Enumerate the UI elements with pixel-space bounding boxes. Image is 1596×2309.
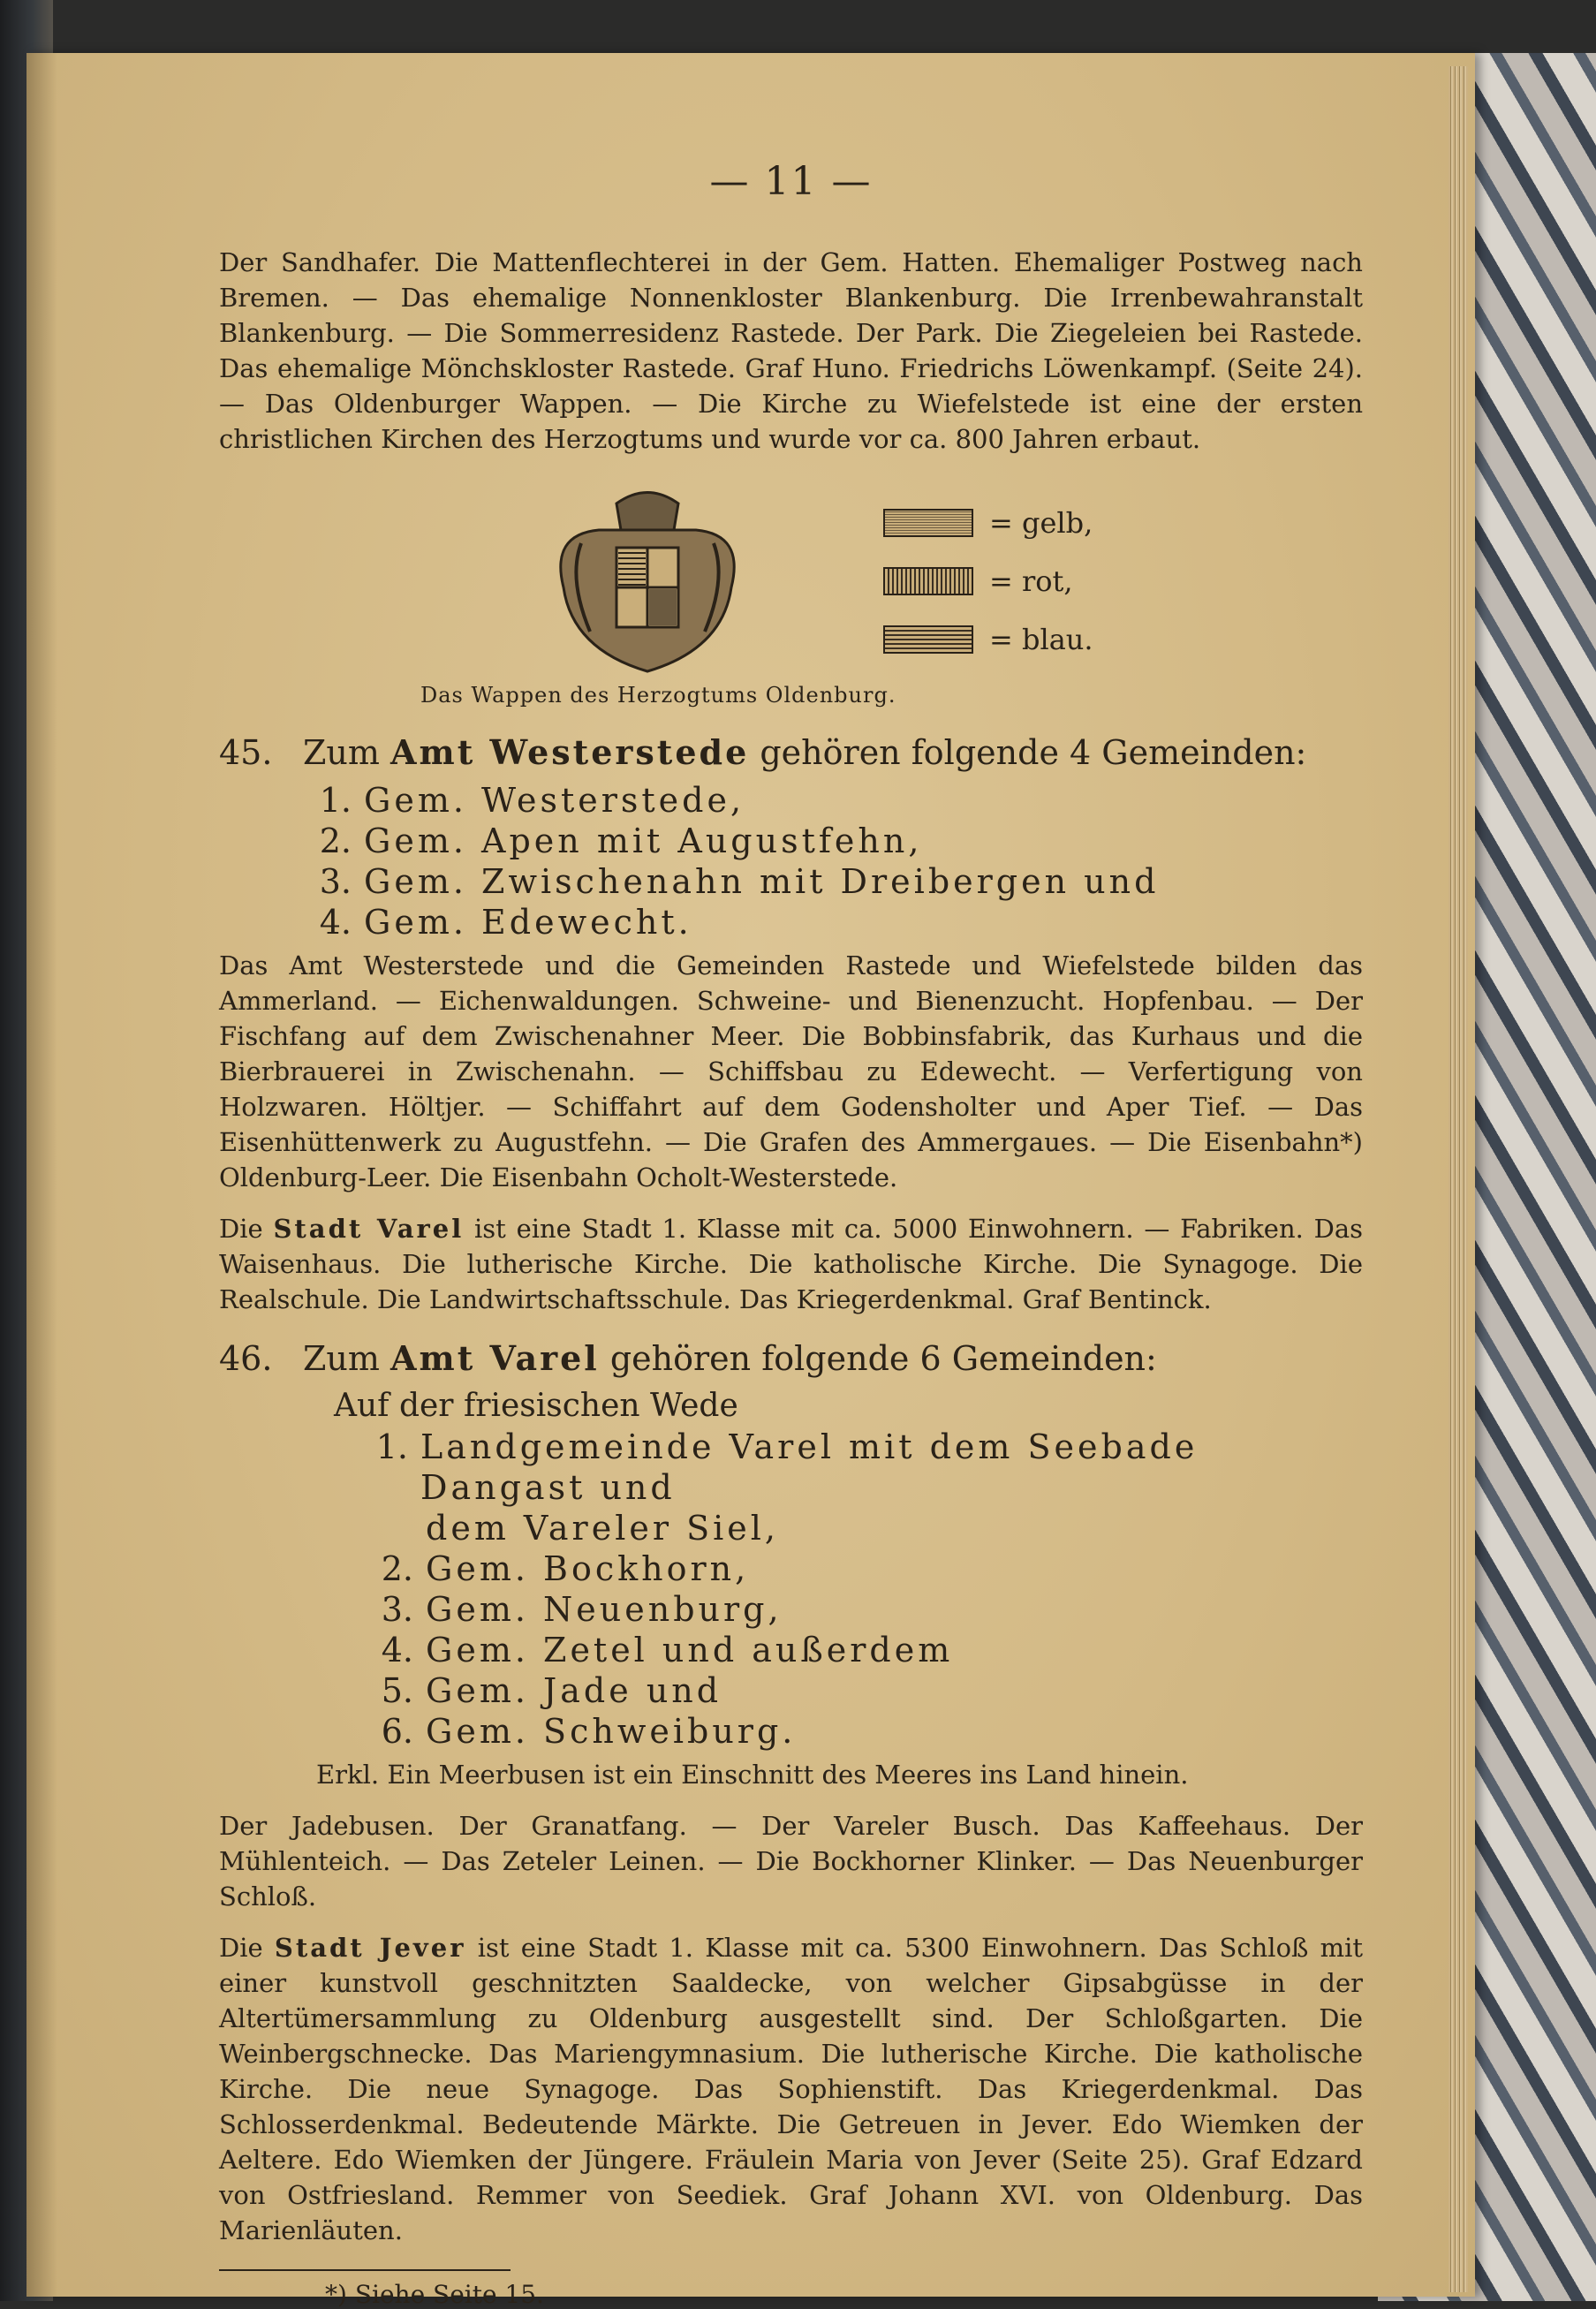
list-item: 2. Gem. Apen mit Augustfehn, [319, 821, 923, 860]
section-46-subheading: Auf der friesischen Wede [334, 1388, 738, 1424]
page-number: — 11 — [709, 159, 873, 204]
footnote: *) Siehe Seite 15. [325, 2280, 544, 2309]
section-45-list [219, 780, 1363, 943]
section-46-list [219, 1427, 1363, 1752]
list-item: 3. Gem. Neuenburg, [381, 1590, 783, 1629]
coat-of-arms-icon [546, 481, 749, 676]
page-gutter-shadow [26, 53, 57, 2297]
list-item: 2. Gem. Bockhorn, [381, 1549, 750, 1588]
section-number: 45. [219, 733, 273, 772]
heading-bold: Amt Westerstede [390, 732, 750, 772]
legend-item-gelb [883, 494, 1093, 552]
page-content [219, 106, 1363, 2309]
intro-paragraph: Der Sandhafer. Die Mattenflechterei in der Gem. Hatten. Ehemaliger Postweg nach Bremen. — Das ehemalige Nonnenkloster Blankenburg. Die Irrenbewahranstalt Blankenburg. — Die Sommerresidenz Rastede. Der Park. Die Ziegeleien bei Rastede. Das ehemalige Mönchskloster Rastede. Graf Huno. Friedrichs Löwenkampf. (Seite 24). — Das Oldenburger Wappen. — Die Kirche zu Wiefelstede ist eine der ersten christlichen Kirchen des Herzogtums und wurde vor ca. 800 Jahren erbaut. [219, 247, 1363, 454]
swatch-blau [883, 625, 973, 654]
erklaerung-note: Erkl. Ein Meerbusen ist ein Einschnitt des Meeres ins Land hinein. [316, 1760, 1189, 1790]
stadt-jever-paragraph: Die Stadt Jever ist eine Stadt 1. Klasse mit ca. 5300 Einwohnern. Das Schloß mit einer kunstvoll geschnitzten Saaldecke, von welcher Gipsabgüsse in der Altertümersammlung zu Oldenburg ausgestellt sind. Der Schloßgarten. Die Weinbergschnecke. Das Mariengymnasium. Die lutherische Kirche. Die katholische Kirche. Die neue Synagoge. Das Sophienstift. Das Kriegerdenkmal. Das Schlosserdenkmal. Bedeutende Märkte. Die Getreuen in Jever. Edo Wiemken der Aeltere. Edo Wiemken der Jüngere. Fräulein Maria von Jever (Seite 25). Graf Edzard von Ostfriesland. Remmer von Seediek. Graf Johann XVI. von Oldenburg. Das Marienläuten. [219, 1933, 1364, 2245]
list-item: 1. Landgemeinde Varel mit dem Seebade Dangast und [375, 1427, 1199, 1507]
section-46-heading [219, 1336, 1363, 1381]
list-item: 3. Gem. Zwischenahn mit Dreibergen und [319, 862, 1160, 901]
swatch-rot [883, 567, 973, 595]
stadt-varel-paragraph: Die Stadt Varel ist eine Stadt 1. Klasse mit ca. 5000 Einwohnern. — Fabriken. Das Waisenhaus. Die lutherische Kirche. Die katholische Kirche. Die Synagoge. Die Realschule. Die Landwirtschaftsschule. Das Kriegerdenkmal. Graf Bentinck. [219, 1214, 1364, 1314]
swatch-gelb [883, 509, 973, 537]
footnote-rule [219, 2269, 511, 2271]
list-item: 4. Gem. Zetel und außerdem [381, 1631, 954, 1669]
section-45-paragraph: Das Amt Westerstede und die Gemeinden Rastede und Wiefelstede bilden das Ammerland. — Eichenwaldungen. Schweine- und Bienenzucht. Hopfenbau. — Der Fischfang auf dem Zwischenahner Meer. Die Bobbinsfabrik, das Kurhaus und die Bierbrauerei in Zwischenahn. — Schiffsbau zu Edewecht. — Verfertigung von Holzwaren. Höltjer. — Schiffahrt auf dem Godensholter und Aper Tief. — Das Eisenhüttenwerk zu Augustfehn. — Die Grafen des Ammergaues. — Die Eisenbahn*) Oldenburg-Leer. Die Eisenbahn Ocholt-Westerstede. [219, 950, 1363, 1192]
section-46-paragraph: Der Jadebusen. Der Granatfang. — Der Vareler Busch. Das Kaffeehaus. Der Mühlenteich. — Das Zeteler Leinen. — Die Bockhorner Klinker. — Das Neuenburger Schloß. [219, 1811, 1363, 1912]
crest-caption: Das Wappen des Herzogtums Oldenburg. [420, 683, 896, 708]
legend-item-rot [883, 552, 1093, 610]
color-legend [883, 494, 1093, 669]
section-45-heading [219, 731, 1363, 775]
heading-bold: Amt Varel [390, 1338, 600, 1378]
heading-pre: Zum [303, 1339, 380, 1378]
city-name: Stadt Varel [273, 1214, 465, 1244]
legend-item-blau [883, 610, 1093, 669]
list-item: 1. Gem. Westerstede, [319, 781, 745, 820]
heading-post: gehören folgende 4 Gemeinden: [760, 733, 1307, 772]
heading-pre: Zum [303, 733, 380, 772]
list-item: 4. Gem. Edewecht. [319, 903, 692, 942]
list-item: 6. Gem. Schweiburg. [381, 1712, 797, 1751]
crest-figure [219, 481, 1363, 711]
heading-post: gehören folgende 6 Gemeinden: [609, 1339, 1157, 1378]
list-item: 5. Gem. Jade und [381, 1671, 722, 1710]
list-item: dem Vareler Siel, [426, 1509, 779, 1548]
legend-label: = gelb, [989, 506, 1093, 540]
legend-label: = blau. [989, 623, 1093, 656]
city-name: Stadt Jever [274, 1933, 466, 1963]
page-edges [1449, 66, 1468, 2292]
legend-label: = rot, [989, 564, 1073, 598]
section-number: 46. [219, 1339, 273, 1378]
